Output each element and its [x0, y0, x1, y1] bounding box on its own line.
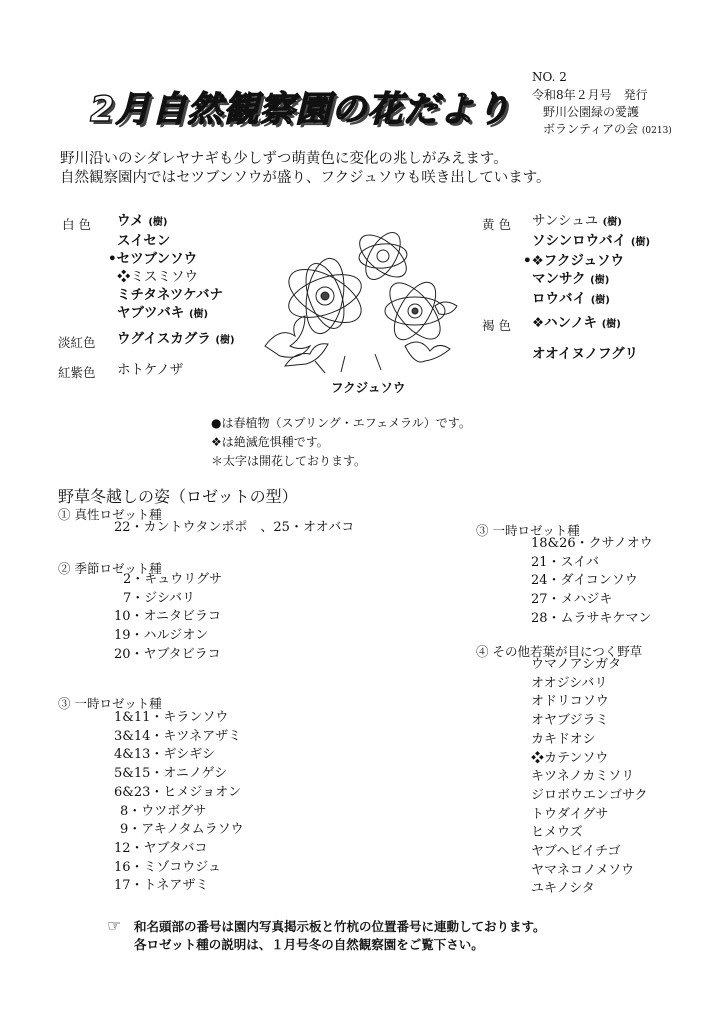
flower-left [280, 255, 369, 336]
list-item: オヤブジラミ [531, 713, 609, 729]
illustration-caption: フクジュソウ [331, 380, 406, 395]
list-item: 22・カントウタンポポ 、25・オオバコ [114, 520, 355, 535]
legend-endangered: ❖は絶滅危惧種です。 [211, 435, 329, 449]
list-item: 12・ヤブタバコ [114, 840, 208, 856]
group-label: ② 季節ロゼット種 [58, 561, 162, 576]
legend-spring-ephemeral: ●は春植物（スプリング・エフェメラル）です。 [211, 416, 471, 430]
fukujuso-flower-illustration [255, 226, 475, 376]
white-flower-list [108, 212, 223, 324]
list-item: 18&26・クサノオウ [531, 536, 653, 551]
list-item: 27・メハジキ [531, 592, 613, 608]
list-item: 7・ジシバリ [123, 590, 196, 606]
category-light-red: 淡紅色 [58, 335, 96, 350]
list-item: 3&14・キツネアザミ [114, 728, 242, 744]
list-item: カキドオシ [531, 731, 596, 747]
list-item: ヤブヘビイチゴ [531, 844, 621, 860]
intro-line-2: 自然観察園内ではセツブンソウが盛り、フクジュソウも咲き出しています。 [60, 170, 551, 186]
list-item: 21・スイバ [531, 554, 600, 570]
list-item: オドリコソウ [531, 694, 609, 710]
footer-note-1: 和名頭部の番号は園内写真掲示板と竹杭の位置番号に連動しております。 [134, 919, 546, 934]
intro-line-1: 野川沿いのシダレヤナギも少しずつ萌黄色に変化の兆しがみえます。 [60, 151, 508, 167]
list-item: 20・ヤブタビラコ [114, 646, 221, 662]
group-label: ③ 一時ロゼット種 [58, 696, 162, 711]
list-item: ヒメウズ [531, 825, 583, 841]
flower-item: ソシンロウバイ (樹) [532, 233, 651, 249]
group-label: ③ 一時ロゼット種 [476, 523, 580, 538]
flower-item: ❖ミスミソウ [117, 269, 198, 285]
list-item: 5&15・オニノゲシ [114, 766, 228, 782]
issue-date: 令和8年２月号 発行 [532, 88, 648, 102]
list-item: 16・ミゾコウジュ [114, 859, 222, 875]
other-young-leaves-list [531, 656, 647, 899]
flower-item: •❖フクジュソウ [523, 253, 625, 269]
flower-item: •セツブンソウ [108, 251, 198, 267]
category-red-purple: 紅紫色 [58, 365, 96, 380]
flower-item: オオイヌノフグリ [532, 346, 639, 362]
temporary-rosette-list-right [531, 535, 653, 629]
page-title: 2月自然観察園の花だより [90, 90, 512, 130]
list-item: 28・ムラサキケマン [531, 610, 652, 626]
flower-item: ヤブツバキ (樹) [117, 305, 209, 321]
seasonal-rosette-list [114, 571, 222, 665]
yellow-flower-list [523, 212, 651, 310]
footer-note-2: 各ロゼット種の説明は、１月号冬の自然観察園をご覧下さい。 [134, 937, 484, 952]
list-item: 4&13・ギシギシ [114, 747, 216, 763]
list-item: 9・アキノタムラソウ [120, 822, 244, 838]
list-item: 10・オニタビラコ [114, 609, 222, 625]
flower-item: ウメ (樹) [117, 213, 168, 229]
pointing-hand-icon: ☞ [107, 916, 122, 935]
list-item: 8・ウツボグサ [120, 803, 207, 819]
group-label: ④ その他若葉が目につく野草 [476, 644, 643, 659]
category-white: 白 色 [62, 217, 91, 232]
flower-right [381, 275, 449, 348]
flower-item: マンサク (樹) [532, 271, 610, 287]
list-item: オオジシバリ [531, 675, 608, 691]
category-yellow: 黄 色 [482, 217, 511, 232]
publisher-code: (0213) [641, 126, 672, 136]
list-item: 1&11・キランソウ [114, 710, 229, 725]
list-item: トウダイグサ [531, 806, 609, 822]
publisher-name: ボランティアの会 [543, 122, 639, 136]
list-item: ユキノシタ [531, 881, 595, 897]
flower-item: ❖ハンノキ (樹) [532, 315, 621, 331]
list-item: キツネノカミソリ [531, 769, 635, 785]
flower-item: ウグイスカグラ (樹) [117, 331, 235, 347]
flower-item: ロウバイ (樹) [532, 291, 610, 307]
flower-top [353, 227, 414, 285]
category-brown: 褐 色 [482, 318, 511, 333]
publisher-line-1: 野川公園緑の愛護 [543, 105, 640, 119]
list-item: 17・トネアザミ [114, 878, 209, 894]
list-item: 2・キュウリグサ [123, 572, 223, 587]
flower-item: ミチタネツケバナ [117, 287, 223, 303]
legend-bold-blooming: ＊太字は開花しております。 [211, 454, 367, 468]
section-heading: 野草冬越しの姿（ロゼットの型） [58, 487, 298, 506]
list-item: ウマノアシガタ [531, 657, 622, 672]
temporary-rosette-list-left [114, 709, 244, 896]
list-item: ❖カテンソウ [531, 750, 609, 766]
list-item: 6&23・ヒメジョオン [114, 784, 242, 800]
flower-item: ホトケノザ [117, 362, 184, 378]
list-item: 24・ダイコンソウ [531, 573, 638, 589]
issue-number: NO. 2 [532, 70, 567, 84]
list-item: ヤマネコノメソウ [531, 862, 635, 878]
group-label: ① 真性ロゼット種 [58, 507, 162, 522]
flower-item: スイセン [117, 233, 171, 249]
list-item: 19・ハルジオン [114, 628, 209, 644]
list-item: ジロボウエンゴサク [531, 787, 648, 803]
publisher-line-2 [543, 120, 672, 140]
flower-item: サンシュユ (樹) [532, 213, 622, 229]
